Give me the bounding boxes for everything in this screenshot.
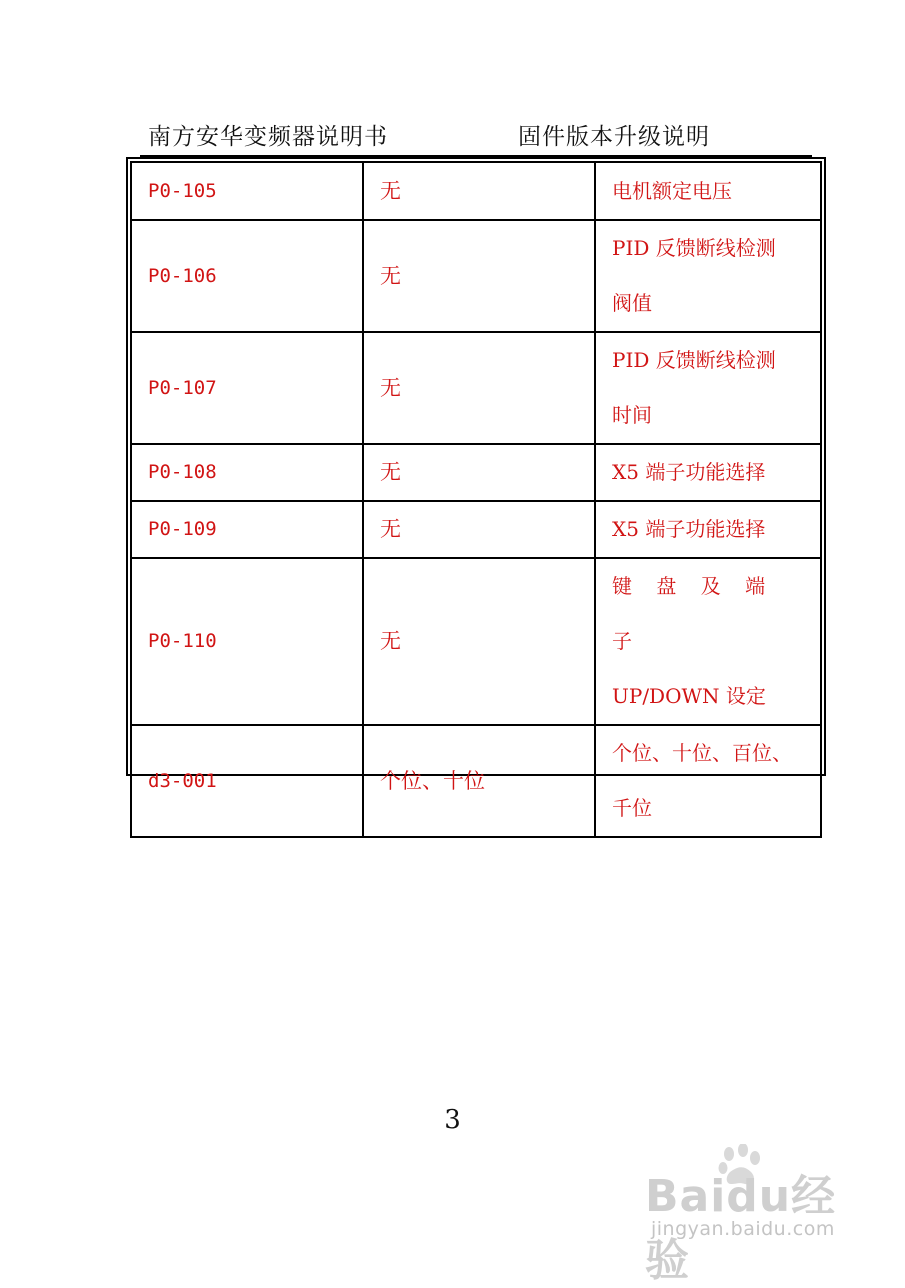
param-code-cell: P0-110 xyxy=(131,558,363,725)
description-cell xyxy=(595,220,821,332)
page-number: 3 xyxy=(444,1105,461,1135)
description-line: 个位、十位、百位、 xyxy=(612,741,792,765)
baidu-jingyan-watermark xyxy=(645,1140,865,1286)
description-cell xyxy=(595,162,821,220)
table-row xyxy=(131,332,821,444)
old-value-cell: 无 xyxy=(363,332,595,444)
description-line: UP/DOWN 设定 xyxy=(612,684,766,708)
table-row xyxy=(131,725,821,837)
table-row xyxy=(131,220,821,332)
description-cell xyxy=(595,725,821,837)
description-line: X5 端子功能选择 xyxy=(612,460,766,484)
description-cell xyxy=(595,444,821,501)
table-row xyxy=(131,162,821,220)
description-line: PID 反馈断线检测 xyxy=(612,236,776,260)
description-line: 千位 xyxy=(612,796,652,820)
param-code-cell: P0-108 xyxy=(131,444,363,501)
watermark-logo: Baidu经验 xyxy=(645,1171,837,1286)
header-doc-title: 南方安华变频器说明书 xyxy=(148,124,388,150)
old-value-cell: 无 xyxy=(363,558,595,725)
old-value-cell: 无 xyxy=(363,444,595,501)
param-code-cell: P0-107 xyxy=(131,332,363,444)
description-cell xyxy=(595,501,821,558)
watermark-url: jingyan.baidu.com xyxy=(651,1218,835,1240)
old-value-cell: 无 xyxy=(363,501,595,558)
old-value-cell: 个位、十位 xyxy=(363,725,595,837)
description-cell xyxy=(595,558,821,725)
parameter-table-frame xyxy=(126,157,826,820)
param-code-cell: P0-105 xyxy=(131,162,363,220)
old-value-cell: 无 xyxy=(363,162,595,220)
description-line: 电机额定电压 xyxy=(612,178,732,203)
description-line: 键 盘 及 端 子 xyxy=(612,574,775,653)
description-cell xyxy=(595,332,821,444)
parameter-table xyxy=(130,161,822,838)
header-section-title: 固件版本升级说明 xyxy=(518,124,710,150)
param-code-cell: d3-001 xyxy=(131,725,363,837)
param-code-cell: P0-109 xyxy=(131,501,363,558)
description-line: 阀值 xyxy=(612,291,652,315)
description-line: X5 端子功能选择 xyxy=(612,517,766,541)
table-row xyxy=(131,558,821,725)
old-value-cell: 无 xyxy=(363,220,595,332)
description-line: PID 反馈断线检测 xyxy=(612,348,776,372)
table-row xyxy=(131,444,821,501)
table-row xyxy=(131,501,821,558)
description-line: 时间 xyxy=(612,403,652,427)
param-code-cell: P0-106 xyxy=(131,220,363,332)
